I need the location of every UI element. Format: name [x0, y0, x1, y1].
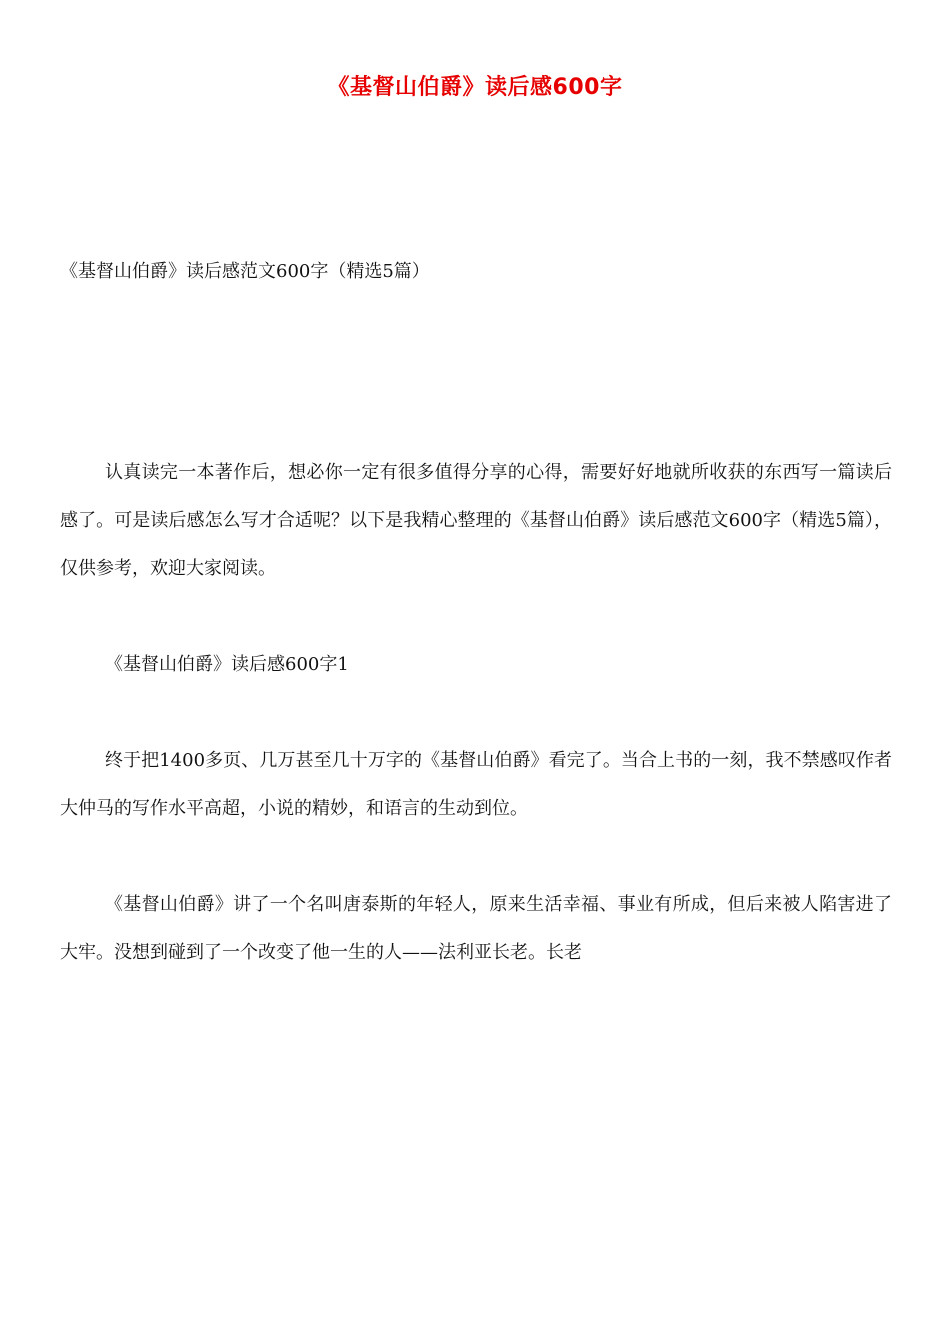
- document-body: [60, 449, 892, 977]
- document-title: 《基督山伯爵》读后感600字: [327, 75, 623, 100]
- document-subtitle: 《基督山伯爵》读后感范文600字（精选5篇）: [60, 261, 430, 282]
- section-heading: 《基督山伯爵》读后感600字1: [105, 654, 349, 675]
- paragraph: 《基督山伯爵》讲了一个名叫唐泰斯的年轻人，原来生活幸福、事业有所成，但后来被人陷害进了大牢。没想到碰到了一个改变了他一生的人——法利亚长老。长老: [60, 894, 892, 963]
- paragraph: 终于把1400多页、几万甚至几十万字的《基督山伯爵》看完了。当合上书的一刻，我不禁感叹作者大仲马的写作水平高超，小说的精妙，和语言的生动到位。: [60, 750, 892, 819]
- paragraph-intro: 认真读完一本著作后，想必你一定有很多值得分享的心得，需要好好地就所收获的东西写一篇读后感了。可是读后感怎么写才合适呢？以下是我精心整理的《基督山伯爵》读后感范文600字（精选5篇），仅供参考，欢迎大家阅读。: [60, 462, 892, 579]
